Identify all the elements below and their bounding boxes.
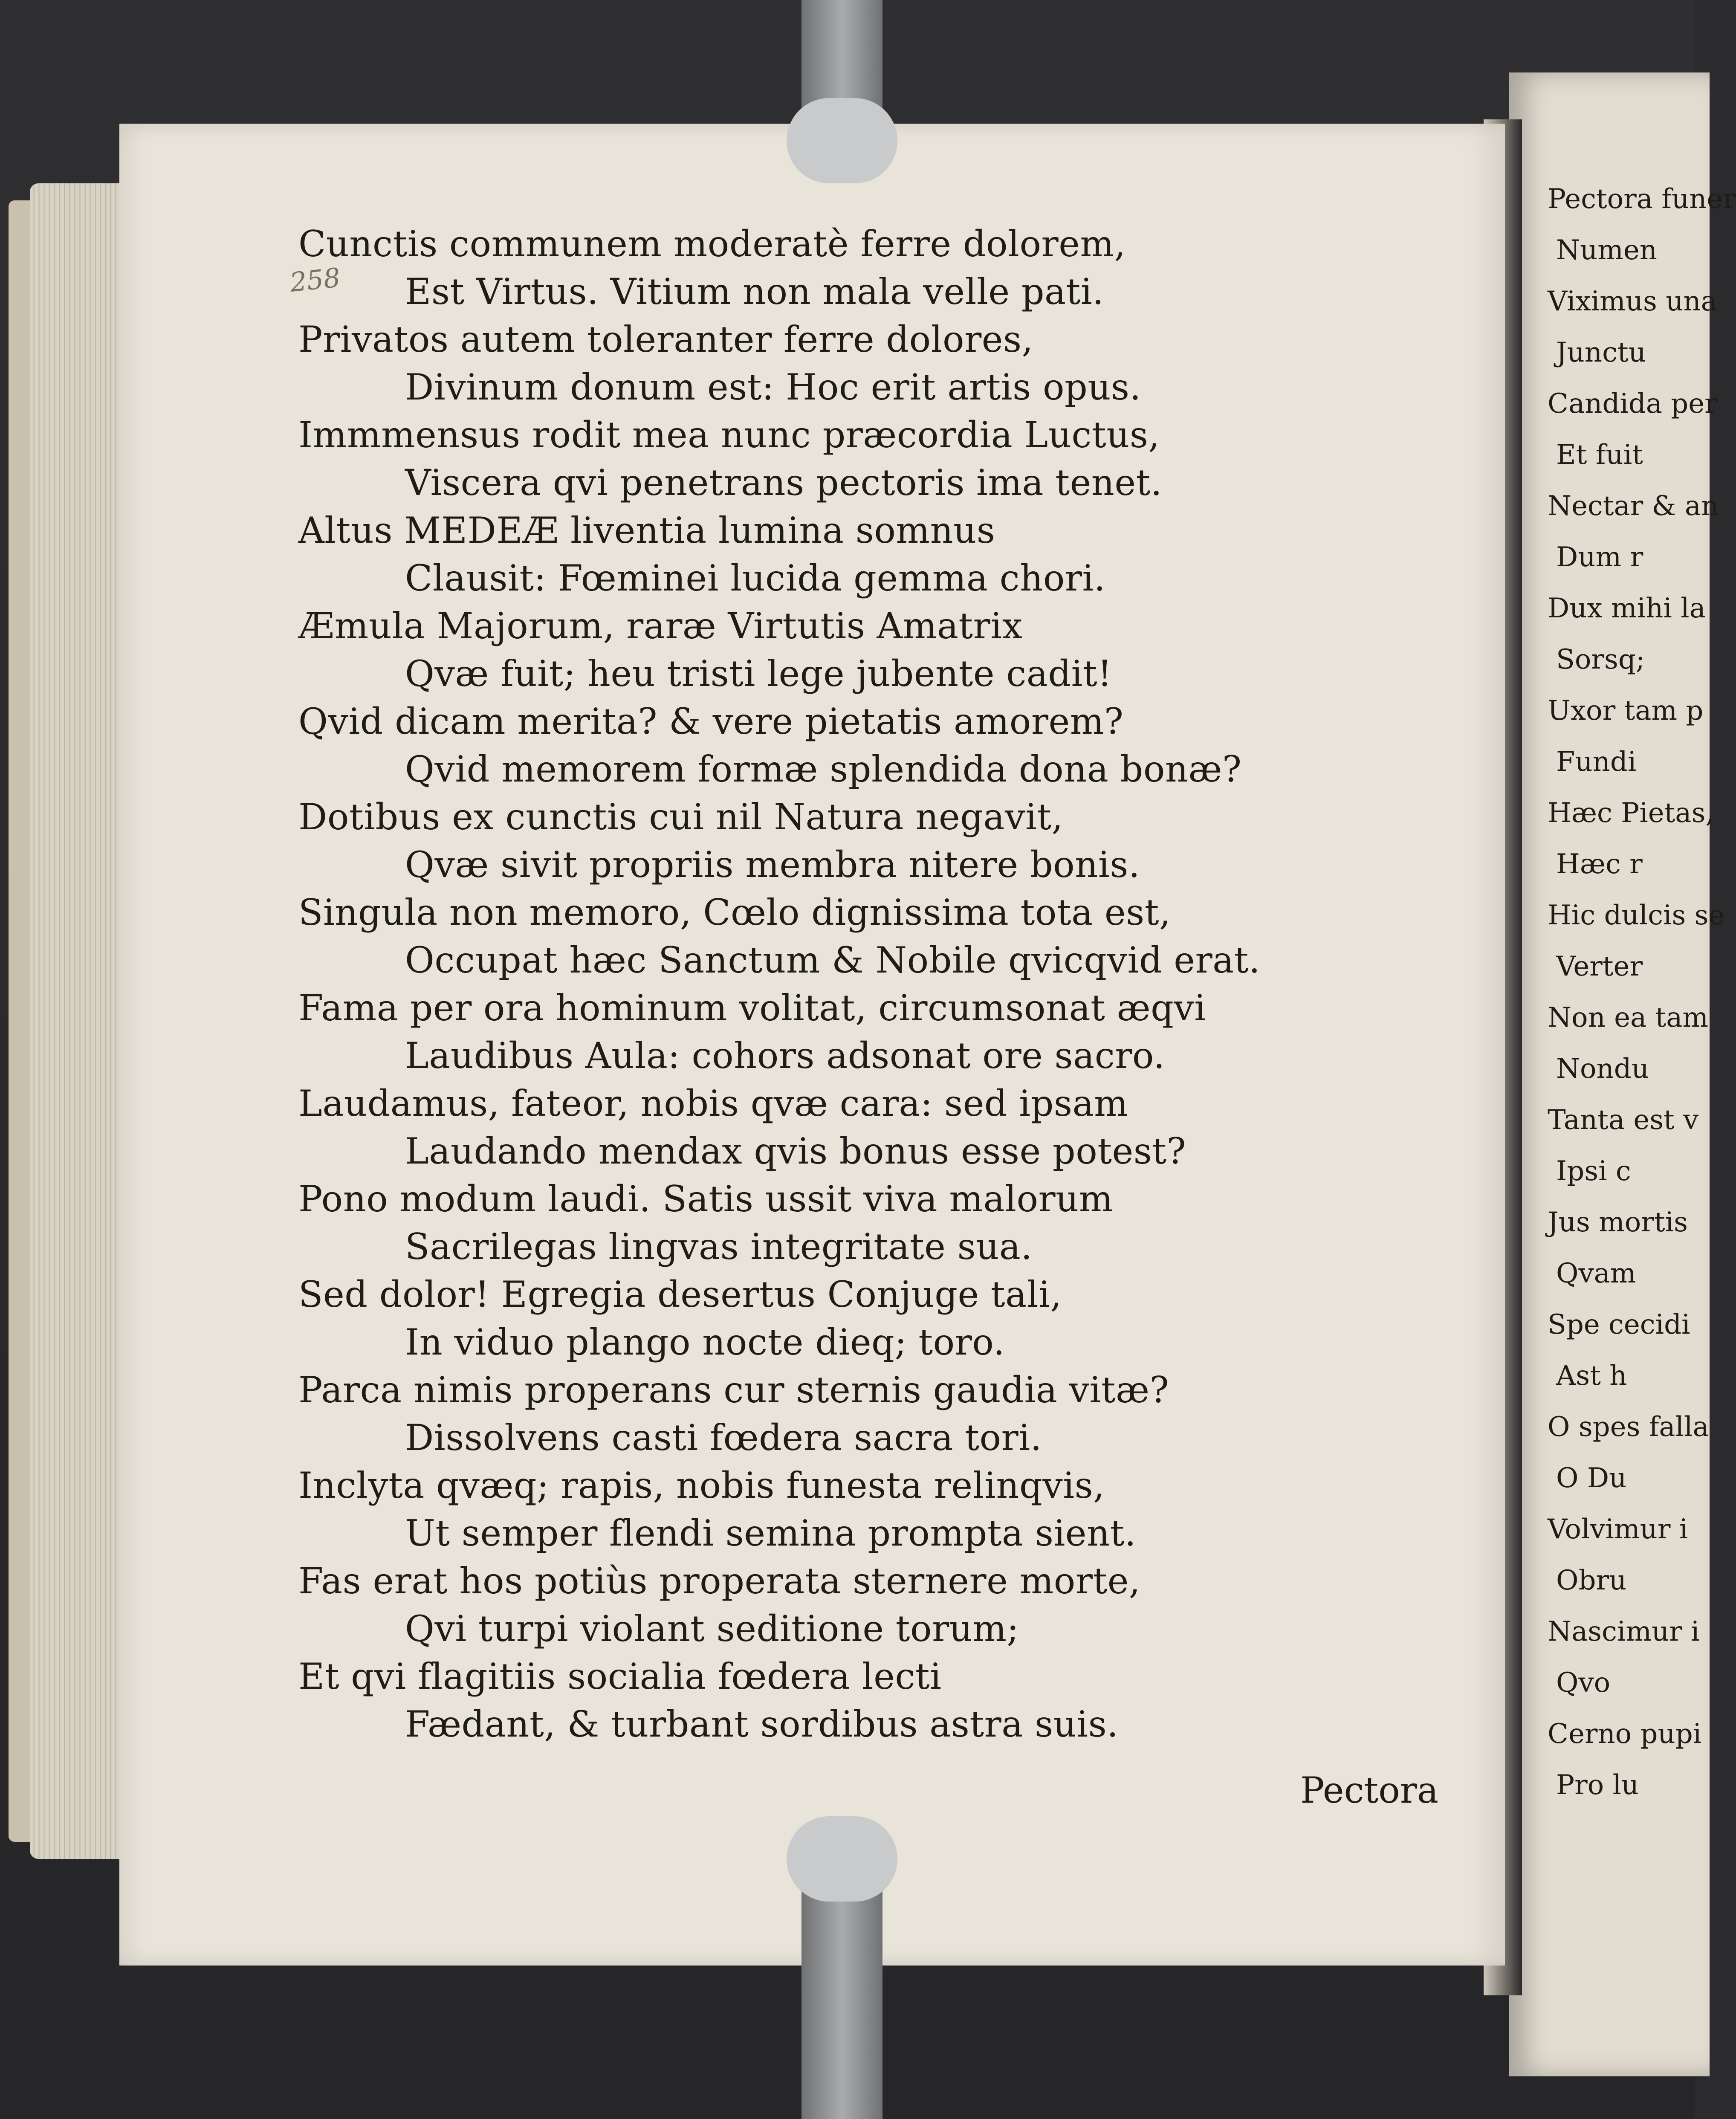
facing-page-line: Sorsq; (1556, 644, 1645, 675)
verse-line: Viscera qvi penetrans pectoris ima tenet. (405, 462, 1163, 504)
verse-line: Qvid memorem formæ splendida dona bonæ? (405, 748, 1242, 790)
facing-page-line: Nectar & an (1548, 490, 1719, 522)
verse-line: Sed dolor! Egregia desertus Conjuge tali, (298, 1274, 1062, 1315)
facing-page-line: Pectora funer (1548, 183, 1736, 215)
verse-line: Dotibus ex cunctis cui nil Natura negavit, (298, 796, 1063, 838)
facing-page-line: Pro lu (1556, 1769, 1639, 1801)
verse-line: Æmula Majorum, raræ Virtutis Amatrix (298, 605, 1023, 647)
verse-line: Laudibus Aula: cohors adsonat ore sacro. (405, 1035, 1165, 1077)
verse-line: Immmensus rodit mea nunc præcordia Luctus, (298, 414, 1160, 456)
facing-page-line: Dux mihi la (1548, 593, 1706, 624)
page-clip-top-cap (787, 98, 897, 183)
verse-line: Cunctis communem moderatè ferre dolorem, (298, 223, 1126, 265)
page-number: 258 (288, 262, 342, 298)
verse-line: Qvæ fuit; heu tristi lege jubente cadit! (405, 653, 1112, 695)
verse-line: Inclyta qvæq; rapis, nobis funesta relinqvis, (298, 1465, 1105, 1506)
facing-page-line: Candida per (1548, 388, 1718, 420)
facing-page-line: Non ea tam (1548, 1002, 1709, 1033)
facing-page-line: Fundi (1556, 746, 1637, 778)
facing-page-line: Cerno pupi (1548, 1718, 1702, 1750)
verse-line: Fas erat hos potiùs properata sternere morte, (298, 1560, 1141, 1602)
facing-page-line: Ipsi c (1556, 1155, 1631, 1187)
page-clip-bottom-cap (787, 1816, 897, 1902)
verse-line: Fama per ora hominum volitat, circumsonat æqvi (298, 987, 1206, 1029)
verse-line: Clausit: Fœminei lucida gemma chori. (405, 557, 1106, 599)
verse-line: Fædant, & turbant sordibus astra suis. (405, 1703, 1119, 1745)
facing-page (1509, 72, 1736, 2076)
verse-line: Qvid dicam merita? & vere pietatis amorem? (298, 701, 1124, 742)
verse-line: Laudando mendax qvis bonus esse potest? (405, 1130, 1186, 1172)
facing-page-line: Et fuit (1556, 439, 1643, 471)
verse-line: Dissolvens casti fœdera sacra tori. (405, 1417, 1042, 1459)
facing-page-line: Dum r (1556, 541, 1643, 573)
verse-line: Sacrilegas lingvas integritate sua. (405, 1226, 1033, 1268)
page-clip-bottom (801, 1889, 882, 2119)
book-page (119, 124, 1505, 1966)
verse-line: Privatos autem toleranter ferre dolores, (298, 318, 1033, 360)
facing-page-line: Viximus una (1548, 286, 1717, 317)
verse-line: Occupat hæc Sanctum & Nobile qvicqvid erat. (405, 939, 1261, 981)
verse-line: Singula non memoro, Cœlo dignissima tota est, (298, 892, 1171, 933)
facing-page-line: Verter (1556, 951, 1643, 982)
facing-page-line: Qvo (1556, 1667, 1611, 1699)
verse-line: Pono modum laudi. Satis ussit viva malorum (298, 1178, 1113, 1220)
verse-line: In viduo plango nocte dieq; toro. (405, 1321, 1005, 1363)
facing-page-line: Hic dulcis se (1548, 900, 1725, 931)
verse-line: Divinum donum est: Hoc erit artis opus. (405, 366, 1141, 408)
facing-page-line: Obru (1556, 1565, 1627, 1596)
facing-page-line: Ast h (1556, 1360, 1627, 1392)
verse-line: Qvi turpi violant seditione torum; (405, 1608, 1019, 1650)
facing-page-line: Numen (1556, 234, 1657, 266)
facing-page-line: Hæc Pietas, (1548, 797, 1714, 829)
facing-page-line: Qvam (1556, 1258, 1636, 1289)
facing-page-line: O spes falla (1548, 1411, 1709, 1443)
facing-page-text (1509, 72, 1736, 2076)
verse-line: Parca nimis properans cur sternis gaudia vitæ? (298, 1369, 1169, 1411)
verse-block (119, 124, 1505, 1966)
facing-page-line: Spe cecidi (1548, 1309, 1690, 1340)
facing-page-line: O Du (1556, 1462, 1627, 1494)
catchword: Pectora (1300, 1769, 1439, 1811)
verse-line: Qvæ sivit propriis membra nitere bonis. (405, 844, 1140, 886)
page-edges (30, 183, 128, 1859)
facing-page-line: Nondu (1556, 1053, 1649, 1085)
facing-page-line: Nascimur i (1548, 1616, 1700, 1647)
verse-line: Ut semper flendi semina prompta sient. (405, 1512, 1137, 1554)
facing-page-line: Volvimur i (1548, 1514, 1688, 1545)
facing-page-line: Jus mortis (1548, 1207, 1688, 1238)
facing-page-line: Junctu (1556, 337, 1646, 368)
verse-line: Et qvi flagitiis socialia fœdera lecti (298, 1656, 942, 1697)
facing-page-line: Uxor tam p (1548, 695, 1704, 727)
verse-line: Altus MEDEÆ liventia lumina somnus (298, 509, 995, 551)
verse-line: Est Virtus. Vitium non mala velle pati. (405, 271, 1104, 313)
verse-line: Laudamus, fateor, nobis qvæ cara: sed ipsam (298, 1083, 1128, 1124)
facing-page-line: Hæc r (1556, 848, 1643, 880)
facing-page-line: Tanta est v (1548, 1104, 1699, 1136)
